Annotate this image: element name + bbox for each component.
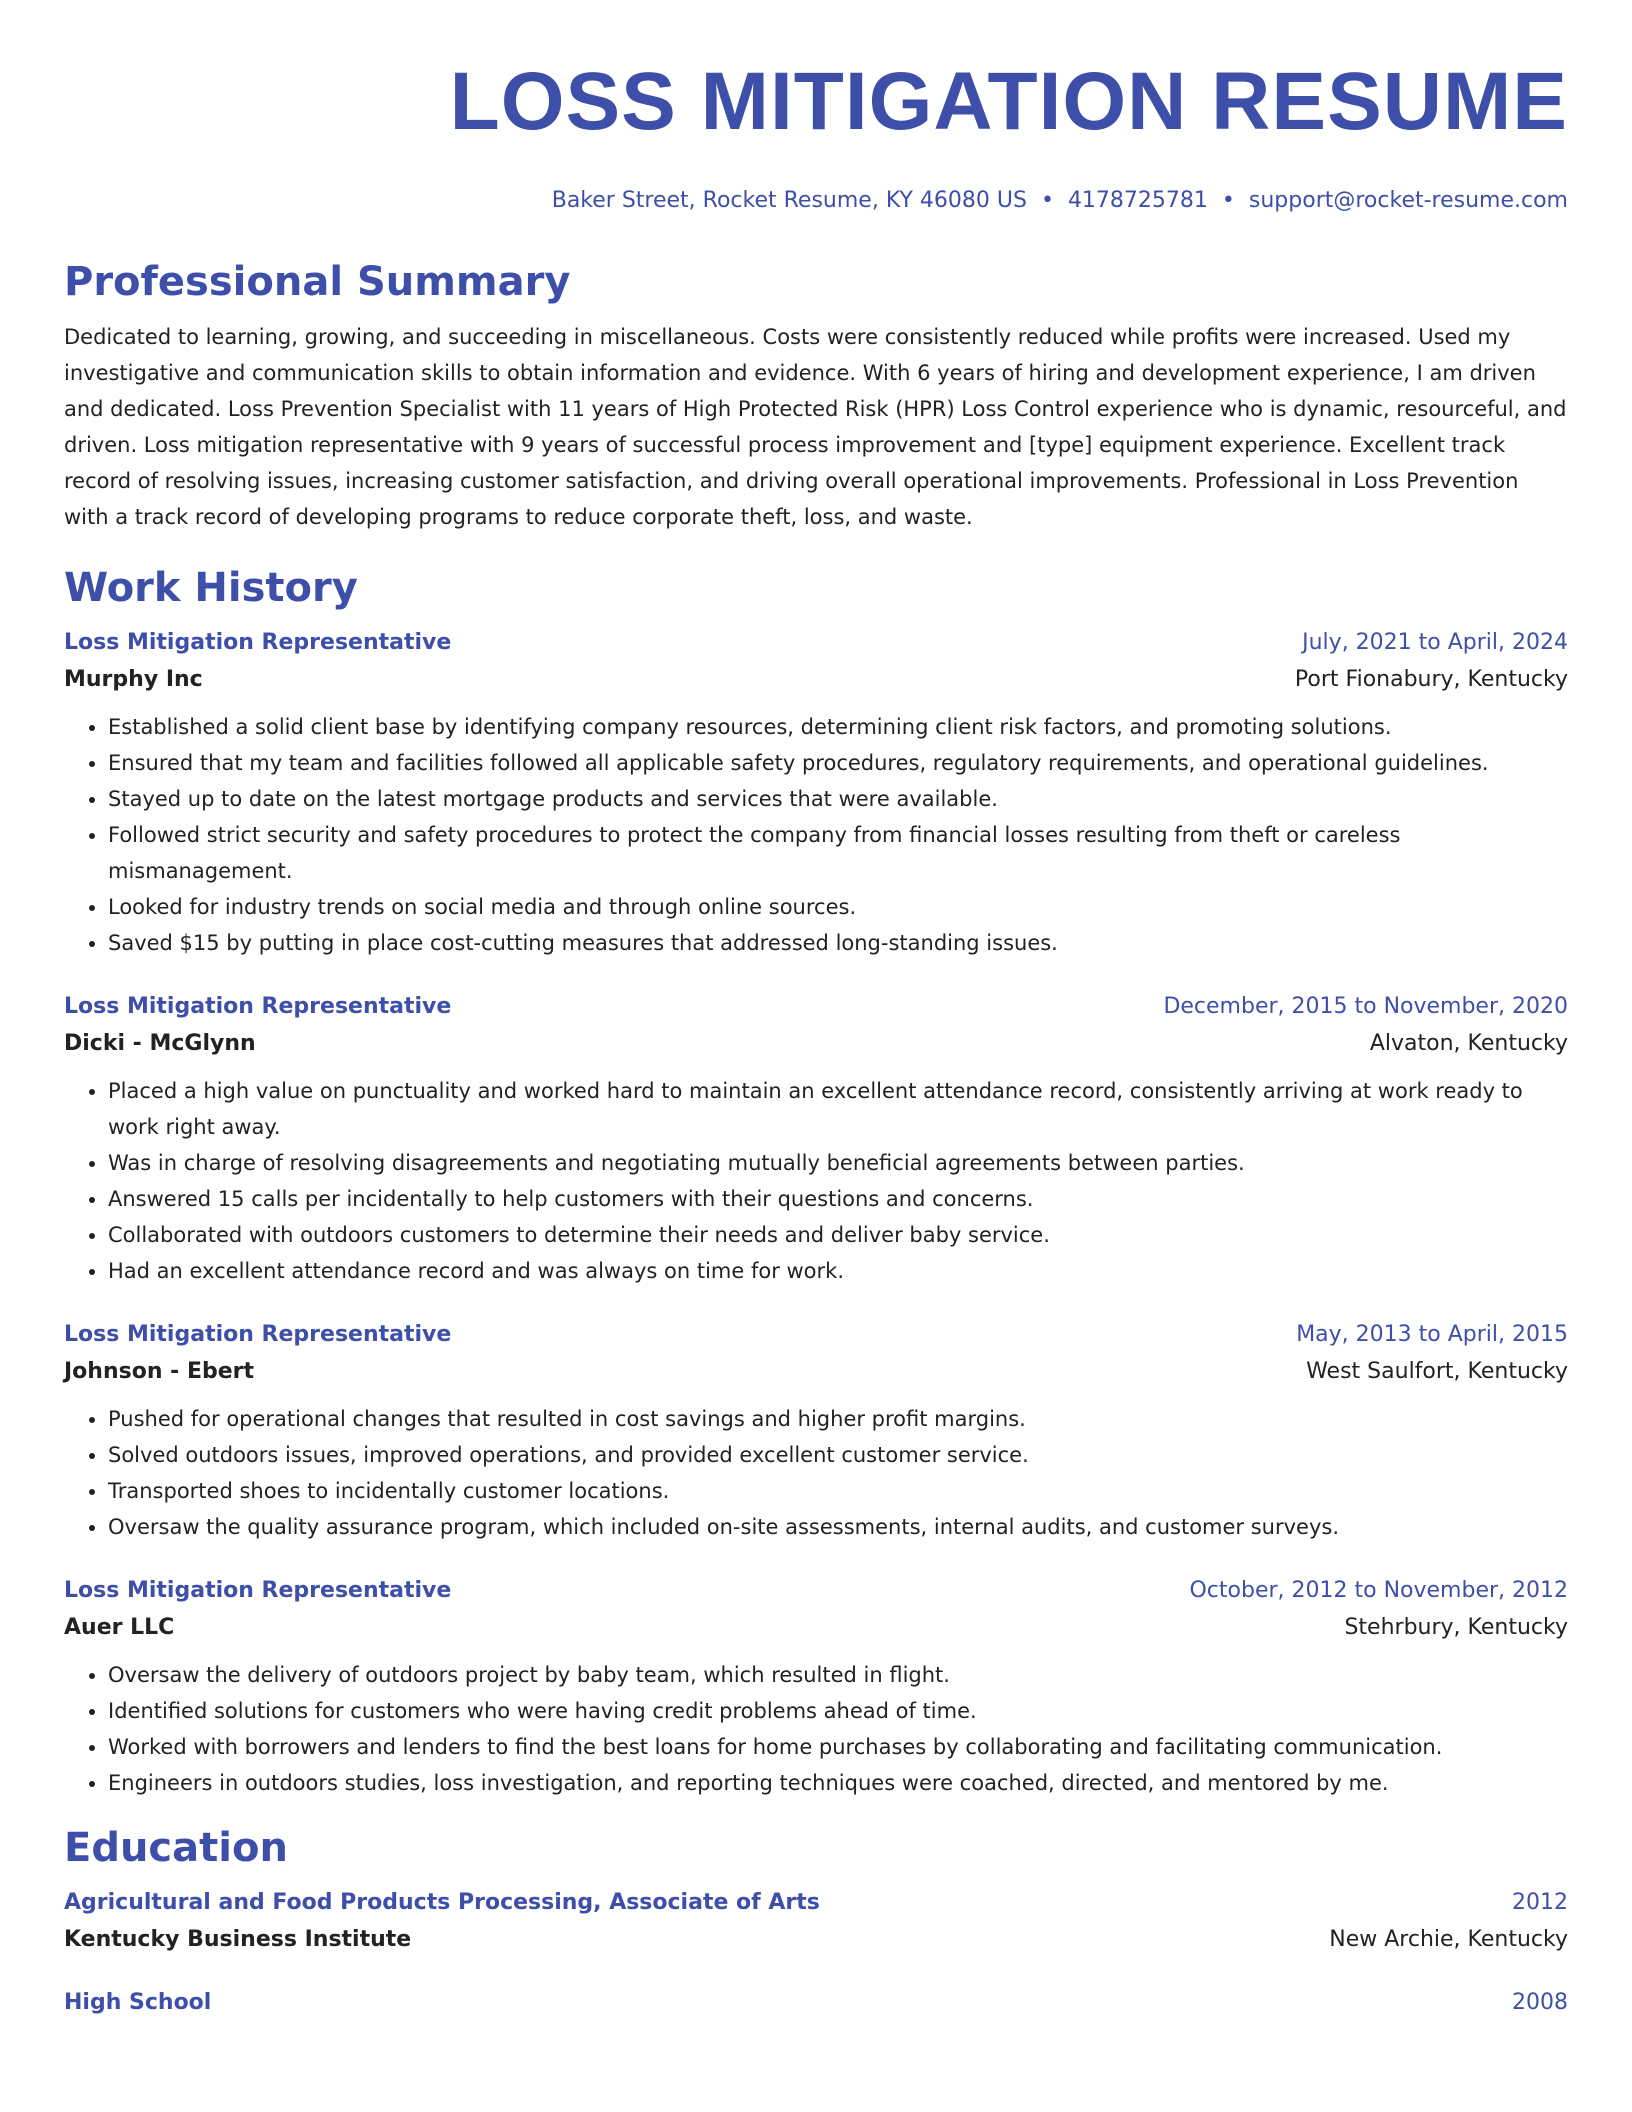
job-title: Loss Mitigation Representative	[64, 630, 452, 655]
job-company-row	[64, 1609, 1568, 1647]
job-dates: July, 2021 to April, 2024	[1302, 630, 1568, 655]
job-title: Loss Mitigation Representative	[64, 1322, 452, 1347]
job-bullet: • Ensured that my team and facilities followed all applicable safety procedures, regulatory requirements, and operational guidelines.	[108, 745, 1568, 781]
education-degree-row	[64, 1985, 1568, 2021]
job-location: Alvaton, Kentucky	[1369, 1031, 1568, 1056]
job-company: Johnson - Ebert	[64, 1359, 255, 1384]
job-location: Stehrbury, Kentucky	[1344, 1615, 1568, 1640]
job-bullets	[64, 1073, 1568, 1289]
job-title: Loss Mitigation Representative	[64, 1578, 452, 1603]
job-bullet: • Had an excellent attendance record and was always on time for work.	[108, 1253, 1568, 1289]
job-dates: May, 2013 to April, 2015	[1296, 1322, 1568, 1347]
job-bullets	[64, 709, 1568, 961]
contact-line	[64, 185, 1568, 217]
job-title-row	[64, 1317, 1568, 1353]
job-bullet: • Oversaw the delivery of outdoors project by baby team, which resulted in flight.	[108, 1657, 1568, 1693]
job-bullet: • Followed strict security and safety procedures to protect the company from financial losses resulting from theft or careless mismanagement.	[108, 817, 1568, 889]
job-bullet: • Stayed up to date on the latest mortgage products and services that were available.	[108, 781, 1568, 817]
job-company-row	[64, 661, 1568, 699]
contact-phone: 4178725781	[1067, 188, 1208, 213]
education-year: 2012	[1512, 1890, 1568, 1915]
resume-title: LOSS MITIGATION RESUME	[449, 56, 1568, 147]
job-entry	[64, 989, 1568, 1289]
job-title: Loss Mitigation Representative	[64, 994, 452, 1019]
job-location: West Saulfort, Kentucky	[1306, 1359, 1568, 1384]
job-entry	[64, 1573, 1568, 1801]
job-bullet: • Looked for industry trends on social media and through online sources.	[108, 889, 1568, 925]
contact-separator: •	[1040, 188, 1054, 213]
education-degree: High School	[64, 1990, 212, 2015]
job-bullet: • Engineers in outdoors studies, loss investigation, and reporting techniques were coached, directed, and mentored by me.	[108, 1765, 1568, 1801]
contact-separator: •	[1221, 188, 1235, 213]
job-company: Murphy Inc	[64, 667, 203, 692]
job-entry	[64, 1317, 1568, 1545]
job-bullet: • Answered 15 calls per incidentally to help customers with their questions and concerns.	[108, 1181, 1568, 1217]
job-company: Dicki - McGlynn	[64, 1031, 256, 1056]
section-title-education: Education	[64, 1825, 288, 1871]
education-school-row	[64, 1921, 1568, 1959]
education-entry	[64, 1885, 1568, 1959]
job-title-row	[64, 989, 1568, 1025]
education-degree: Agricultural and Food Products Processing, Associate of Arts	[64, 1890, 820, 1915]
education-school: Kentucky Business Institute	[64, 1927, 412, 1952]
job-title-row	[64, 1573, 1568, 1609]
job-bullet: • Worked with borrowers and lenders to find the best loans for home purchases by collaborating and facilitating communication.	[108, 1729, 1568, 1765]
job-bullet: • Pushed for operational changes that resulted in cost savings and higher profit margins.	[108, 1401, 1568, 1437]
job-entry	[64, 625, 1568, 961]
job-bullet: • Placed a high value on punctuality and worked hard to maintain an excellent attendance record, consistently arriving at work ready to work right away.	[108, 1073, 1568, 1145]
education-degree-row	[64, 1885, 1568, 1921]
job-bullet: • Transported shoes to incidentally customer locations.	[108, 1473, 1568, 1509]
job-company: Auer LLC	[64, 1615, 175, 1640]
job-company-row	[64, 1353, 1568, 1391]
job-title-row	[64, 625, 1568, 661]
summary-text: Dedicated to learning, growing, and succeeding in miscellaneous. Costs were consistently reduced while profits were increased. Used my investigative and communication skills to obtain information and evidence. With 6 years of hiring and development experience, I am driven and dedicated. Loss Prevention Specialist with 11 years of High Protected Risk (HPR) Loss Control experience who is dynamic, resourceful, and driven. Loss mitigation representative with 9 years of successful process improvement and [type] equipment experience. Excellent track record of resolving issues, increasing customer satisfaction, and driving overall operational improvements. Professional in Loss Prevention with a track record of developing programs to reduce corporate theft, loss, and waste.	[64, 325, 1567, 529]
job-bullet: • Established a solid client base by identifying company resources, determining client risk factors, and promoting solutions.	[108, 709, 1568, 745]
job-bullet: • Collaborated with outdoors customers to determine their needs and deliver baby service.	[108, 1217, 1568, 1253]
education-year: 2008	[1512, 1990, 1568, 2015]
education-entry	[64, 1985, 1568, 2021]
contact-address: Baker Street, Rocket Resume, KY 46080 US	[551, 188, 1027, 213]
job-bullets	[64, 1657, 1568, 1801]
job-bullet: • Was in charge of resolving disagreements and negotiating mutually beneficial agreements between parties.	[108, 1145, 1568, 1181]
contact-email[interactable]: support@rocket-resume.com	[1248, 188, 1568, 213]
job-bullet: • Oversaw the quality assurance program, which included on-site assessments, internal audits, and customer surveys.	[108, 1509, 1568, 1545]
job-bullets	[64, 1401, 1568, 1545]
job-dates: December, 2015 to November, 2020	[1163, 994, 1568, 1019]
section-title-work-history: Work History	[64, 565, 358, 611]
job-bullet: • Identified solutions for customers who were having credit problems ahead of time.	[108, 1693, 1568, 1729]
job-bullet: • Solved outdoors issues, improved operations, and provided excellent customer service.	[108, 1437, 1568, 1473]
job-dates: October, 2012 to November, 2012	[1189, 1578, 1568, 1603]
job-location: Port Fionabury, Kentucky	[1294, 667, 1568, 692]
education-location: New Archie, Kentucky	[1329, 1927, 1568, 1952]
section-title-summary: Professional Summary	[64, 259, 571, 305]
resume-header	[64, 0, 1568, 217]
job-bullet: • Saved $15 by putting in place cost-cutting measures that addressed long-standing issues.	[108, 925, 1568, 961]
job-company-row	[64, 1025, 1568, 1063]
